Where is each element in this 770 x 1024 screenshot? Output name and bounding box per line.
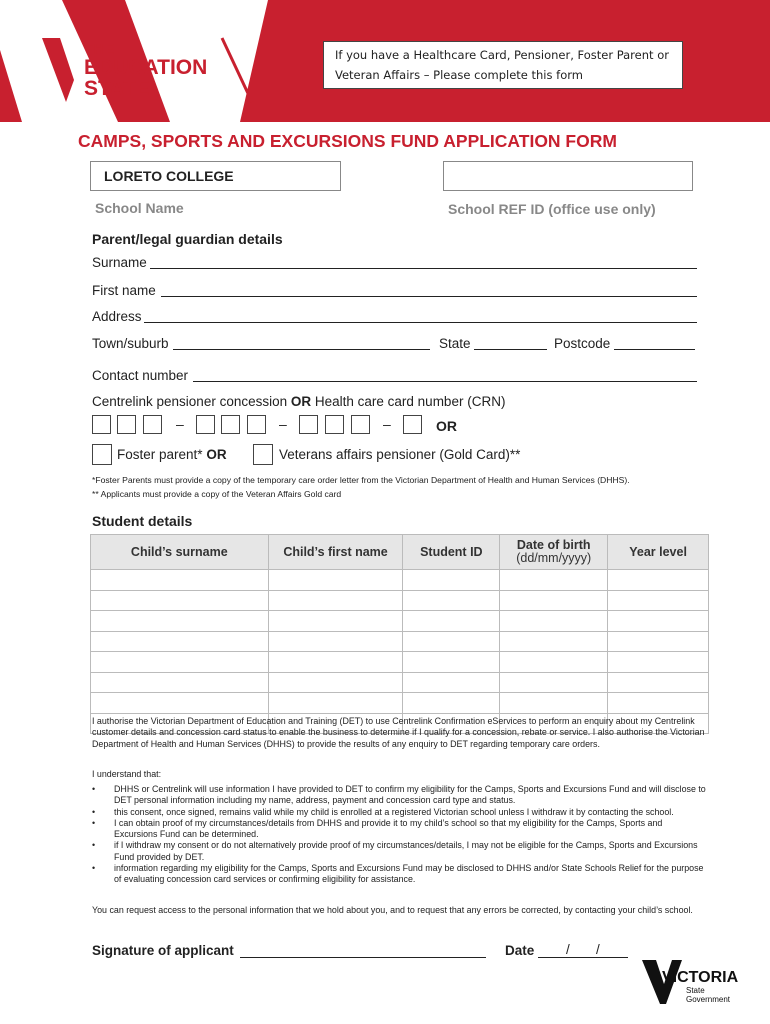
table-cell[interactable] <box>608 672 709 693</box>
logo-text-state: STATE <box>84 77 150 100</box>
consent-bullets <box>92 784 708 886</box>
victoria-logo-line2: Government <box>686 995 731 1004</box>
table-cell[interactable] <box>268 693 403 714</box>
foster-checkbox[interactable] <box>92 444 112 465</box>
table-cell[interactable] <box>608 652 709 673</box>
table-cell[interactable] <box>268 611 403 632</box>
list-item <box>92 784 708 807</box>
table-cell[interactable] <box>268 590 403 611</box>
table-cell[interactable] <box>91 611 269 632</box>
crn-box[interactable] <box>247 415 266 434</box>
crn-box[interactable] <box>351 415 370 434</box>
bullet-dot: • <box>92 806 96 817</box>
logo-text-education: EDUCATION <box>84 56 208 79</box>
consent-paragraph: I authorise the Victorian Department of Education and Training (DET) to use Centrelink Confirmation eServices to perform an enquiry about my Centrelink customer details and concession card status to enable the business to determine if I qualify for a concession, rebate or service. I also authorise the Victorian Department of Health and Human Services (DHHS) to provide the results of any enquiry to DET regarding temporary care orders. <box>92 716 705 749</box>
table-cell[interactable] <box>403 590 500 611</box>
table-cell[interactable] <box>608 631 709 652</box>
crn-box[interactable] <box>143 415 162 434</box>
table-row <box>91 631 709 652</box>
table-row <box>91 570 709 591</box>
table-cell[interactable] <box>608 590 709 611</box>
table-cell[interactable] <box>403 631 500 652</box>
table-cell[interactable] <box>268 570 403 591</box>
table-cell[interactable] <box>268 631 403 652</box>
notice-line-2: Veteran Affairs – Please complete this form <box>335 68 583 82</box>
bullet-dot: • <box>92 817 96 828</box>
list-item <box>92 807 708 818</box>
col-dob <box>500 535 608 570</box>
col-surname: Child’s surname <box>91 535 269 570</box>
col-first-name: Child’s first name <box>268 535 403 570</box>
contact-label: Contact number <box>92 368 189 383</box>
crn-or: OR <box>436 418 457 434</box>
table-cell[interactable] <box>608 611 709 632</box>
foster-label: Foster parent* OR <box>117 447 227 462</box>
table-cell[interactable] <box>403 672 500 693</box>
table-cell[interactable] <box>500 631 608 652</box>
signature-label: Signature of applicant <box>92 943 234 958</box>
address-label: Address <box>92 309 142 324</box>
bullet-text: I can obtain proof of my circumstances/details from DHHS and provide it to my child’s school so that my eligibility for the Camps, Sports and Excursions Fund can be determined. <box>114 817 663 840</box>
school-ref-field[interactable] <box>443 161 693 191</box>
table-cell[interactable] <box>268 652 403 673</box>
table-cell[interactable] <box>403 652 500 673</box>
notice-line-1: If you have a Healthcare Card, Pensioner, Foster Parent or <box>335 48 669 62</box>
table-cell[interactable] <box>91 672 269 693</box>
col-student-id: Student ID <box>403 535 500 570</box>
table-cell[interactable] <box>608 693 709 714</box>
list-item <box>92 863 708 886</box>
bullet-dot: • <box>92 863 96 874</box>
notice-box <box>323 41 683 89</box>
table-cell[interactable] <box>91 652 269 673</box>
foster-note: *Foster Parents must provide a copy of the temporary care order letter from the Victorian Department of Health and Human Services (DHHS). <box>92 475 630 485</box>
school-ref-label: School REF ID (office use only) <box>448 201 656 217</box>
bullet-text: this consent, once signed, remains valid while my child is enrolled at a registered Victorian school unless I withdraw it by contacting the school. <box>114 806 674 817</box>
crn-dash: – <box>176 416 184 432</box>
date-slash-2: / <box>596 942 600 957</box>
table-cell[interactable] <box>500 590 608 611</box>
bullet-dot: • <box>92 784 96 794</box>
logo-text-the: THE <box>84 41 114 58</box>
school-name-label: School Name <box>95 200 184 216</box>
table-cell[interactable] <box>91 570 269 591</box>
veterans-label: Veterans affairs pensioner (Gold Card)** <box>279 447 521 462</box>
table-cell[interactable] <box>500 693 608 714</box>
victoria-logo-name: VICTORIA <box>662 969 739 986</box>
table-row <box>91 672 709 693</box>
list-item <box>92 840 708 863</box>
crn-box[interactable] <box>196 415 215 434</box>
postcode-line[interactable] <box>614 349 695 350</box>
crn-dash: – <box>279 416 287 432</box>
table-row <box>91 611 709 632</box>
veterans-checkbox[interactable] <box>253 444 273 465</box>
table-cell[interactable] <box>500 672 608 693</box>
first-name-label: First name <box>92 283 156 298</box>
table-cell[interactable] <box>403 611 500 632</box>
crn-box[interactable] <box>221 415 240 434</box>
postcode-label: Postcode <box>554 336 611 351</box>
veterans-note: ** Applicants must provide a copy of the Veteran Affairs Gold card <box>92 489 342 499</box>
col-dob-format: (dd/mm/yyyy) <box>516 551 592 565</box>
form-title: CAMPS, SPORTS AND EXCURSIONS FUND APPLICATION FORM <box>78 131 617 151</box>
crn-box[interactable] <box>117 415 136 434</box>
bullet-text: if I withdraw my consent or do not alternatively provide proof of my circumstances/details, I may not be eligible for the Camps, Sports and Excursions Fund provided by DET. <box>114 840 698 862</box>
table-cell[interactable] <box>268 672 403 693</box>
crn-box[interactable] <box>325 415 344 434</box>
bullet-text: information regarding my eligibility for the Camps, Sports and Excursions Fund may be disclosed to DHHS and/or State Schools Relief for the purpose of evaluating concession card services or confirming eligibility for assistance. <box>114 863 704 885</box>
list-item <box>92 818 708 841</box>
date-slash-1: / <box>566 942 570 957</box>
victoria-logo-line1: State <box>686 986 705 995</box>
access-paragraph: You can request access to the personal information that we hold about you, and to request that any errors be corrected, by contacting your child’s school. <box>92 905 693 915</box>
school-name-field[interactable]: LORETO COLLEGE <box>90 161 341 191</box>
address-line[interactable] <box>144 322 697 323</box>
table-cell[interactable] <box>403 693 500 714</box>
state-line[interactable] <box>474 349 547 350</box>
surname-label: Surname <box>92 255 147 270</box>
town-line[interactable] <box>173 349 430 350</box>
table-cell[interactable] <box>608 570 709 591</box>
table-row <box>91 693 709 714</box>
crn-box[interactable] <box>403 415 422 434</box>
victoria-logo <box>642 960 742 1008</box>
town-label: Town/suburb <box>92 336 169 351</box>
crn-dash: – <box>383 416 391 432</box>
date-line[interactable] <box>538 957 628 958</box>
contact-line[interactable] <box>193 381 697 382</box>
table-cell[interactable] <box>91 693 269 714</box>
crn-box[interactable] <box>299 415 318 434</box>
table-cell[interactable] <box>500 652 608 673</box>
student-heading: Student details <box>92 513 193 529</box>
surname-line[interactable] <box>150 268 697 269</box>
col-dob-label: Date of birth <box>516 538 591 552</box>
bullet-text: DHHS or Centrelink will use information I have provided to DET to confirm my eligibility for the Camps, Sports and Excursions Fund and will disclose to DET personal information including my name, address, payment and concession card type and status. <box>114 784 706 806</box>
col-year-level: Year level <box>608 535 709 570</box>
table-cell[interactable] <box>91 590 269 611</box>
student-table-header <box>91 535 709 570</box>
table-cell[interactable] <box>91 631 269 652</box>
table-cell[interactable] <box>403 570 500 591</box>
date-label: Date <box>505 943 535 958</box>
first-name-line[interactable] <box>161 296 697 297</box>
crn-box[interactable] <box>92 415 111 434</box>
bullet-dot: • <box>92 840 96 851</box>
understand-label: I understand that: <box>92 769 162 779</box>
table-row <box>91 590 709 611</box>
state-label: State <box>439 336 471 351</box>
signature-line[interactable] <box>240 957 486 958</box>
student-table <box>90 534 709 734</box>
parent-heading: Parent/legal guardian details <box>92 231 283 247</box>
table-row <box>91 652 709 673</box>
table-cell[interactable] <box>500 611 608 632</box>
crn-label: Centrelink pensioner concession OR Health care card number (CRN) <box>92 394 506 409</box>
table-cell[interactable] <box>500 570 608 591</box>
